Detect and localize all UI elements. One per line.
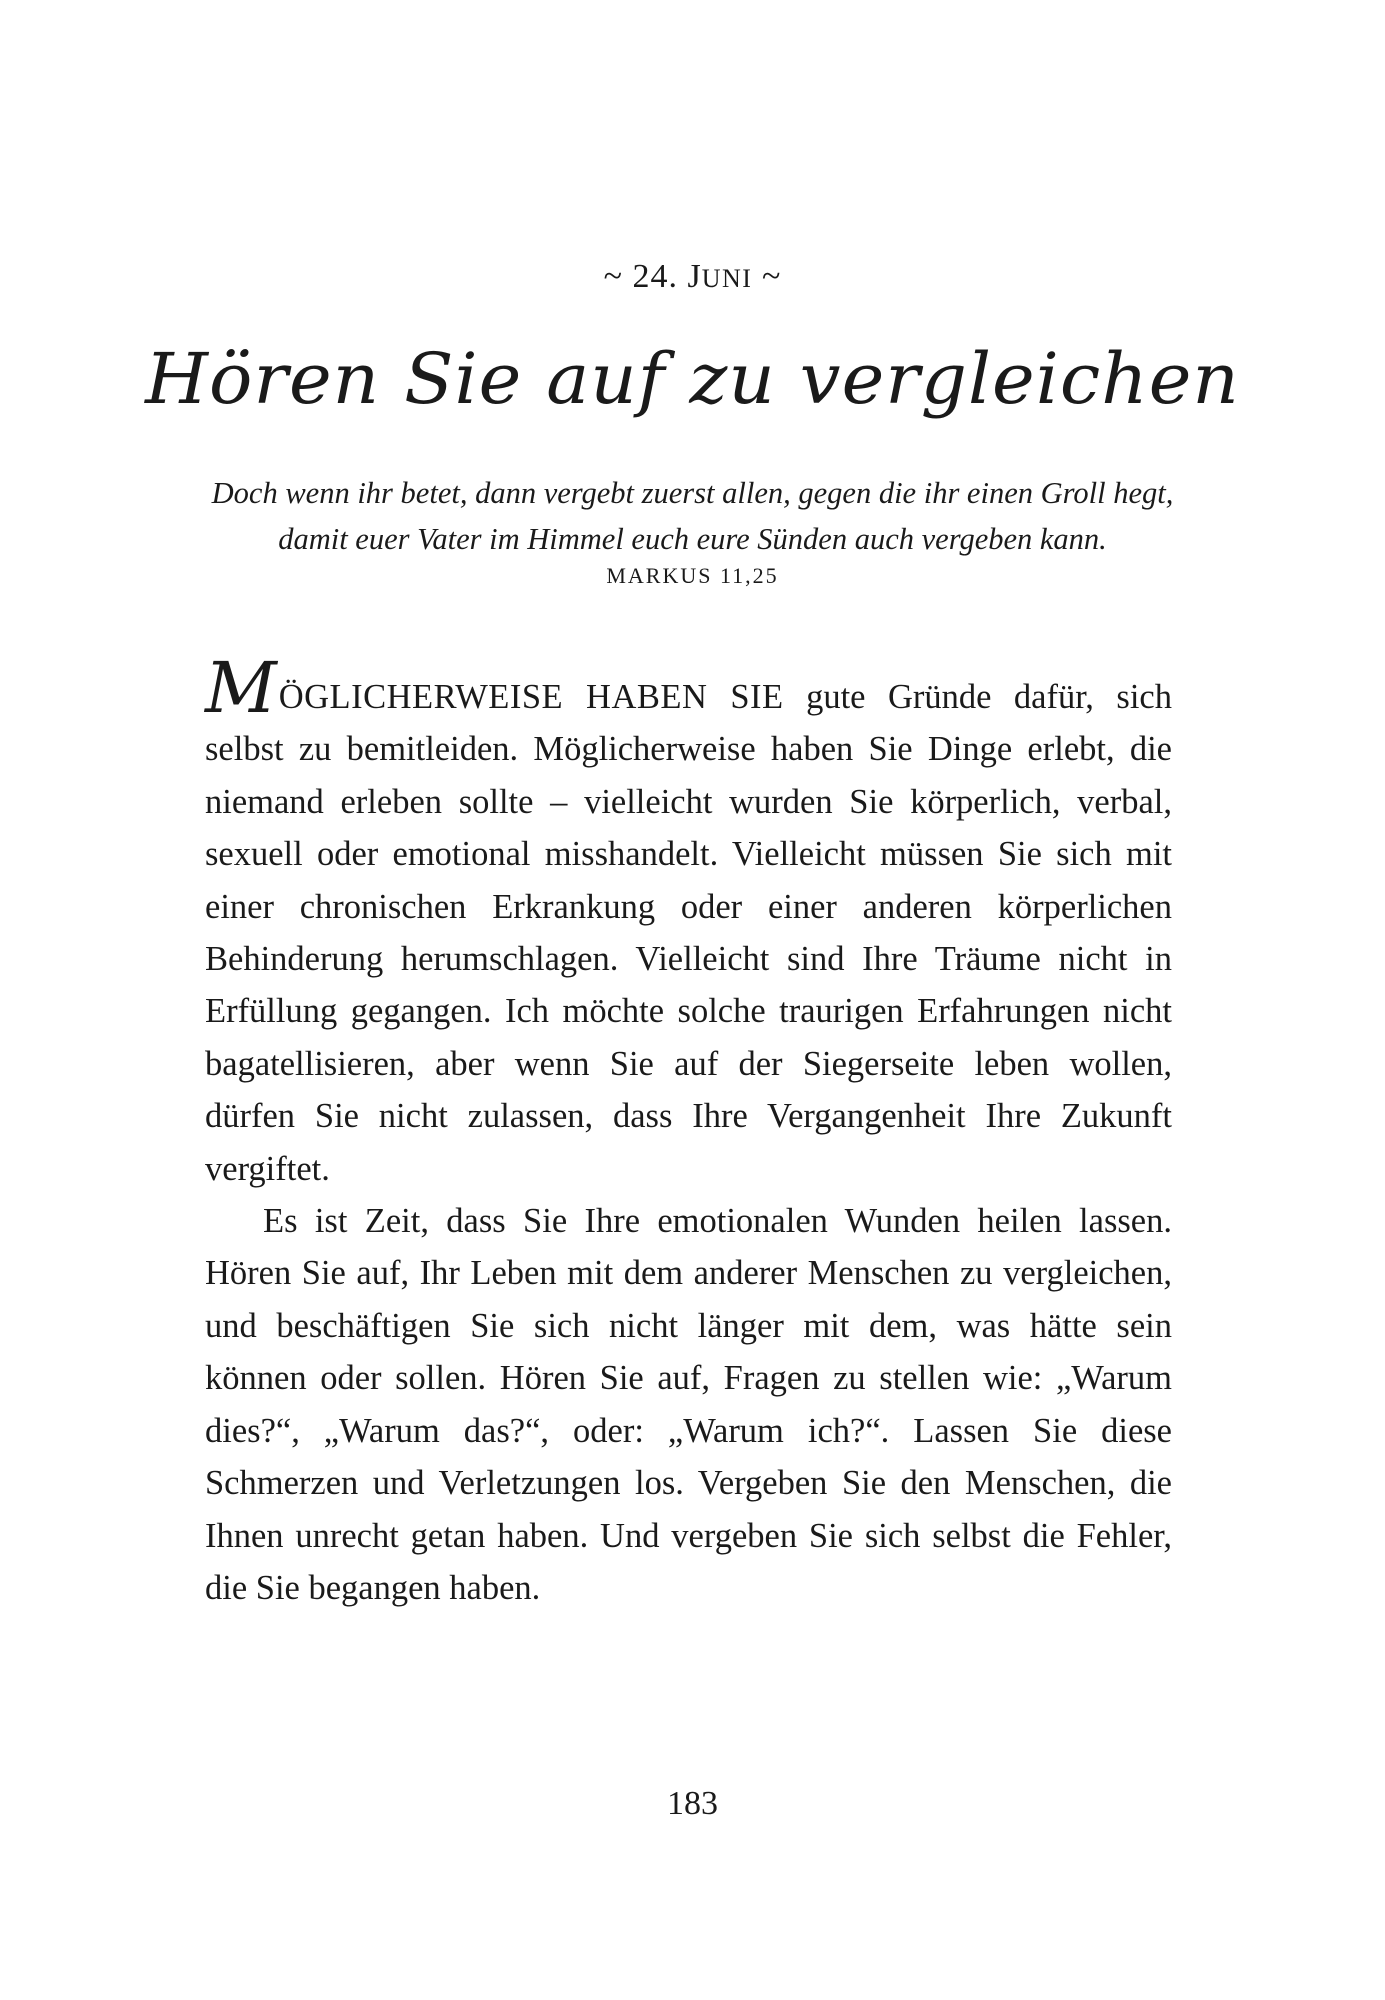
date-heading	[0, 258, 1385, 296]
date-suffix: ~	[752, 258, 782, 295]
paragraph-2: Es ist Zeit, dass Sie Ihre emotionalen Wunden heilen lassen. Hören Sie auf, Ihr Leben mit dem anderer Menschen zu vergleichen, und beschäftigen Sie sich nicht länger mit dem, was hätte sein können oder sollen. Hören Sie auf, Fragen zu stellen wie: „Warum dies?“, „Warum das?“, oder: „Warum ich?“. Lassen Sie diese Schmerzen und Verletzungen los. Vergeben Sie den Menschen, die Ihnen unrecht getan haben. Und vergeben Sie sich selbst die Fehler, die Sie begangen haben.	[205, 1202, 1172, 1607]
lead-in-caps: ÖGLICHERWEISE HABEN SIE	[278, 678, 784, 716]
drop-cap: M	[205, 647, 277, 729]
page-number: 183	[667, 1785, 718, 1822]
bible-verse: Doch wenn ihr betet, dann vergebt zuerst allen, gegen die ihr einen Groll hegt, damit euer Vater im Himmel euch eure Sünden auch vergeben kann.	[211, 476, 1174, 556]
paragraph-1-text: gute Gründe dafür, sich selbst zu bemitleiden. Möglicherweise haben Sie Dinge erlebt, die niemand erleben sollte – vielleicht wurden Sie körperlich, verbal, sexuell oder emotional misshandelt. Vielleicht müssen Sie sich mit einer chronischen Erkrankung oder einer anderen körperlichen Behinderung herumschlagen. Vielleicht sind Ihre Träume nicht in Erfüllung gegangen. Ich möchte solche traurigen Erfahrungen nicht bagatellisieren, aber wenn Sie auf der Siegerseite leben wollen, dürfen Sie nicht zulassen, dass Ihre Vergangenheit Ihre Zukunft vergiftet.	[205, 678, 1172, 1188]
date-rest: UNI	[701, 264, 753, 293]
date-initial: J	[687, 258, 702, 295]
verse-reference: MARKUS 11,25	[606, 563, 779, 588]
paragraph-1	[205, 647, 1172, 1195]
body-text	[205, 647, 1172, 1614]
page-title: Hören Sie auf zu vergleichen	[145, 338, 1240, 420]
date-prefix: ~ 24.	[603, 258, 688, 295]
